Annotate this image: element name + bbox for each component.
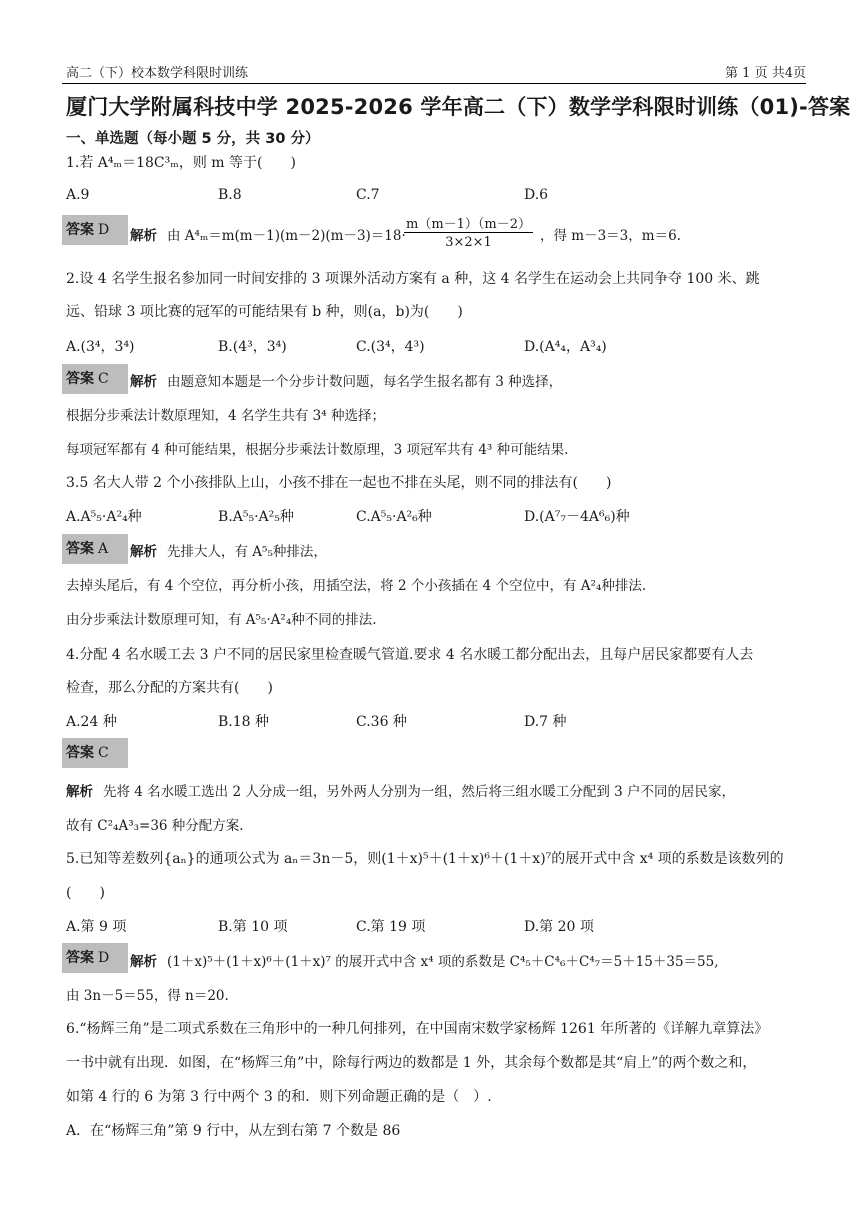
- q2-option-a: A.(3⁴，3⁴): [66, 339, 135, 355]
- q3-stem: 3.5 名大人带 2 个小孩排队上山，小孩不排在一起也不排在头尾，则不同的排法有( ): [66, 475, 612, 491]
- q1-answer-value: D: [98, 222, 110, 238]
- q2-answer-value: C: [98, 371, 109, 387]
- q1-option-a: A.9: [66, 187, 90, 203]
- q5-answer-value: D: [98, 950, 110, 966]
- q1-option-d: D.6: [524, 187, 549, 203]
- q4-option-c: C.36 种: [356, 714, 407, 730]
- answer-label: 答案: [66, 371, 94, 387]
- answer-label: 答案: [66, 541, 94, 557]
- q2-option-b: B.(4³，3⁴): [218, 339, 287, 355]
- q4-analysis-text: 先将 4 名水暖工选出 2 人分成一组，另外两人分别为一组，然后将三组水暖工分配到 3 户不同的居民家，: [103, 784, 736, 800]
- analysis-label: 解析: [130, 544, 157, 560]
- q4-answer-badge: [62, 738, 128, 768]
- q6-option-a: A．在“杨辉三角”第 9 行中，从左到右第 7 个数是 86: [66, 1123, 401, 1139]
- q5-analysis-text: (1＋x)⁵＋(1＋x)⁶＋(1＋x)⁷ 的展开式中含 x⁴ 项的系数是 C⁴₅＋C⁴₆＋C⁴₇＝5＋15＋35＝55,: [167, 954, 719, 970]
- q5-analysis: [130, 950, 719, 970]
- q4-answer-value: C: [98, 745, 109, 761]
- q4-option-a: A.24 种: [66, 714, 117, 730]
- q4-stem: 4.分配 4 名水暖工去 3 户不同的居民家里检查暖气管道.要求 4 名水暖工都分配出去，且每户居民家都要有人去: [66, 647, 754, 663]
- q3-analysis-text: 先排大人，有 A⁵₅种排法，: [167, 544, 327, 560]
- q3-option-c: C.A⁵₅·A²₆种: [356, 509, 432, 525]
- q1-stem: 1.若 A⁴ₘ＝18C³ₘ，则 m 等于( ): [66, 155, 296, 171]
- answer-label: 答案: [66, 222, 94, 238]
- q3-analysis-line: 由分步乘法计数原理可知，有 A⁵₅·A²₄种不同的排法.: [66, 612, 377, 628]
- q2-option-c: C.(3⁴，4³): [356, 339, 425, 355]
- q4-option-d: D.7 种: [524, 714, 567, 730]
- q5-option-d: D.第 20 项: [524, 919, 594, 935]
- q3-option-b: B.A⁵₅·A²₅种: [218, 509, 294, 525]
- q6-stem: 一书中就有出现．如图，在“杨辉三角”中，除每行两边的数都是 1 外，其余每个数都是其“肩上”的两个数之和，: [66, 1055, 757, 1071]
- q3-analysis-line: 去掉头尾后，有 4 个空位，再分析小孩，用插空法，将 2 个小孩插在 4 个空位中，有 A²₄种排法.: [66, 578, 647, 594]
- q2-analysis-text: 由题意知本题是一个分步计数问题，每名学生报名都有 3 种选择，: [167, 374, 563, 390]
- q5-option-a: A.第 9 项: [66, 919, 127, 935]
- answer-label: 答案: [66, 745, 94, 761]
- q3-option-d: D.(A⁷₇－4A⁶₆)种: [524, 509, 630, 525]
- q5-option-b: B.第 10 项: [218, 919, 288, 935]
- analysis-label: 解析: [66, 784, 93, 800]
- q3-answer-badge: [62, 534, 128, 564]
- q1-analysis-text: 由 A⁴ₘ＝m(m－1)(m－2)(m－3)＝18·: [167, 228, 406, 244]
- q5-option-c: C.第 19 项: [356, 919, 426, 935]
- q4-option-b: B.18 种: [218, 714, 270, 730]
- analysis-label: 解析: [130, 228, 157, 244]
- q6-stem: 如第 4 行的 6 为第 3 行中两个 3 的和．则下列命题正确的是（ ）.: [66, 1089, 492, 1105]
- q3-answer-value: A: [98, 541, 109, 557]
- q2-stem-cont: 远、铅球 3 项比赛的冠军的可能结果有 b 种，则(a，b)为( ): [66, 304, 463, 320]
- q2-analysis-line: 根据分步乘法计数原理知，4 名学生共有 3⁴ 种选择；: [66, 408, 385, 424]
- q1-answer-badge: [62, 215, 128, 245]
- q3-option-a: A.A⁵₅·A²₄种: [66, 509, 142, 525]
- q1-analysis: [130, 224, 406, 244]
- q1-fraction-numerator: m（m－1）（m－2）: [404, 213, 533, 233]
- q2-stem: 2.设 4 名学生报名参加同一时间安排的 3 项课外活动方案有 a 种，这 4 名学生在运动会上共同争夺 100 米、跳: [66, 271, 760, 287]
- q5-stem: 5.已知等差数列{aₙ}的通项公式为 aₙ＝3n－5，则(1＋x)⁵＋(1＋x)⁶＋(1＋x)⁷的展开式中含 x⁴ 项的系数是该数列的: [66, 851, 784, 867]
- q1-fraction: [404, 213, 533, 250]
- q2-analysis: [130, 370, 562, 390]
- q4-analysis: [66, 780, 810, 800]
- q5-analysis-line: 由 3n－5＝55，得 n＝20.: [66, 988, 229, 1004]
- q1-option-b: B.8: [218, 187, 242, 203]
- q4-analysis-line: 故有 C²₄A³₃=36 种分配方案.: [66, 818, 244, 834]
- section-heading: 一、单选题（每小题 5 分，共 30 分）: [66, 131, 320, 147]
- q2-answer-badge: [62, 364, 128, 394]
- header-left: 高二（下）校本数学科限时训练: [66, 66, 249, 81]
- analysis-label: 解析: [130, 374, 157, 390]
- q6-stem: 6.“杨辉三角”是二项式系数在三角形中的一种几何排列，在中国南宋数学家杨辉 1261 年所著的《详解九章算法》: [66, 1021, 769, 1037]
- q2-analysis-line: 每项冠军都有 4 种可能结果，根据分步乘法计数原理，3 项冠军共有 4³ 种可能结果.: [66, 442, 569, 458]
- analysis-label: 解析: [130, 954, 157, 970]
- q3-analysis: [130, 540, 327, 560]
- q1-fraction-denominator: 3×2×1: [445, 235, 492, 250]
- header-rule: [62, 83, 806, 84]
- q2-option-d: D.(A⁴₄，A³₄): [524, 339, 607, 355]
- q4-stem-cont: 检查，那么分配的方案共有( ): [66, 680, 273, 696]
- q5-answer-badge: [62, 943, 128, 973]
- header-page-number: 第 1 页 共4页: [725, 66, 806, 81]
- answer-label: 答案: [66, 950, 94, 966]
- q1-analysis-end: ，得 m－3＝3，m＝6.: [540, 228, 681, 244]
- q5-stem-cont: ( ): [66, 885, 105, 901]
- q1-option-c: C.7: [356, 187, 380, 203]
- page-title: 厦门大学附属科技中学 2025-2026 学年高二（下）数学学科限时训练（01)-答案: [66, 95, 851, 119]
